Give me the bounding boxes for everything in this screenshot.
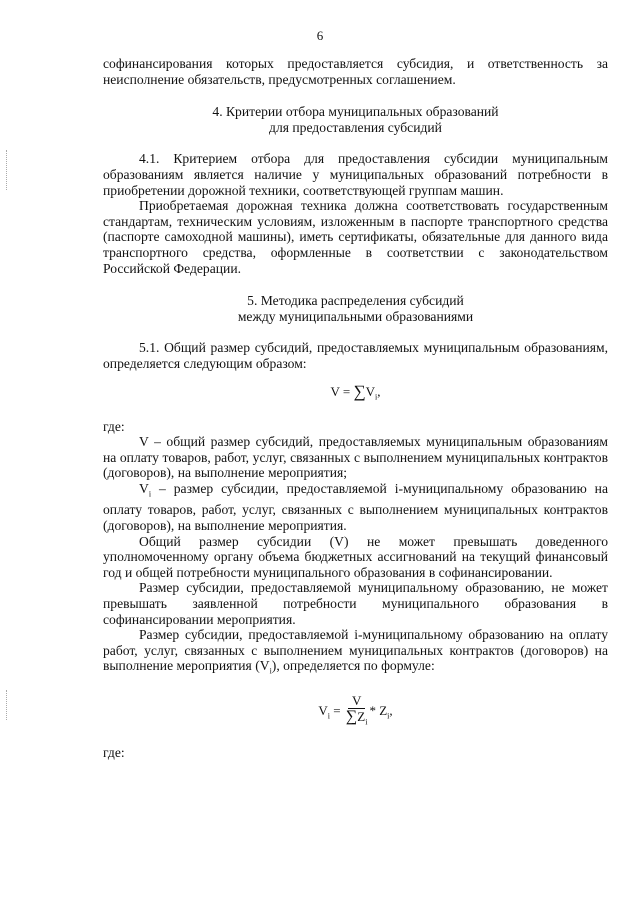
formula1-lhs: V xyxy=(330,383,340,399)
section-5-heading xyxy=(103,293,608,324)
formula2-numerator: V xyxy=(348,694,365,709)
formula1-sum-sign: ∑ xyxy=(353,381,366,401)
limit-paragraph-1: Общий размер субсидии (V) не может превышать доведенного уполномоченному органу объема бюджетных ассигнований на текущий финансовый год и общей потребности муниципального образования в софинансировании. xyxy=(103,533,608,580)
formula1-term: V xyxy=(365,383,376,399)
formula-individual-subsidy xyxy=(103,694,608,730)
formula2-denominator xyxy=(346,709,368,730)
formula2-den-term: Z xyxy=(357,708,366,724)
formula2-lhs: V xyxy=(318,702,328,718)
where-label-1: где: xyxy=(103,418,125,434)
formula1-term-sub: i xyxy=(375,392,378,402)
formula-total-subsidy xyxy=(103,381,608,405)
section-5-paragraph-1: 5.1. Общий размер субсидий, предоставляемых муниципальным образованиям, определяется следующим образом: xyxy=(103,340,608,371)
formula2-fraction xyxy=(346,694,368,730)
page-number: 6 xyxy=(316,28,324,43)
scan-margin-mark-top xyxy=(6,150,9,190)
formula2-lhs-sub: i xyxy=(327,711,330,720)
formula1-eq: = xyxy=(342,383,351,399)
formula-intro-paragraph xyxy=(103,627,608,680)
formula2-eq: = xyxy=(333,702,341,718)
formula2-den-sub: i xyxy=(365,717,368,727)
document-body xyxy=(103,56,608,761)
formula2-end: , xyxy=(389,702,393,718)
scan-margin-mark-bottom xyxy=(6,690,9,720)
section-4-heading xyxy=(103,104,608,135)
formula-intro-sub: i xyxy=(269,667,272,677)
definition-vi-sub: i xyxy=(148,489,152,499)
section-5-title-line2: между муниципальными образованиями xyxy=(237,308,474,324)
section-4-paragraph-2: Приобретаемая дорожная техника должна соответствовать государственным стандартам, техническим условиям, изложенным в паспорте транспортного средства (паспорте самоходной машины), иметь сертификаты, обязательные для данного вида транспортного средства, оформленные в соответствии с законодательством Российской Федерации. xyxy=(103,198,608,276)
section-4-title-line1: 4. Критерии отбора муниципальных образований xyxy=(212,104,499,120)
section-4-paragraph-1: 4.1. Критерием отбора для предоставления субсидии муниципальным образованиям является наличие у муниципальных образований потребности в приобретении дорожной техники, соответствующей группам машин. xyxy=(103,151,608,198)
definition-vi-text: – размер субсидии, предоставляемой i-муниципальному образованию на оплату товаров, работ, услуг, связанных с выполнением муниципальных контрактов (договоров), на выполнение мероприятия. xyxy=(103,481,608,533)
formula2-mult: * Z xyxy=(369,702,388,718)
definition-v: V – общий размер субсидий, предоставляемых муниципальным образованиям на оплату товаров, работ, услуг, связанных с выполнением муниципальных контрактов (договоров), на выполнение мероприятия; xyxy=(103,434,608,481)
formula-intro-text-a: Размер субсидии, предоставляемой i-муниципальному образованию на оплату работ, услуг, связанных с выполнением муниципальных контрактов (договоров) на выполнение мероприятия (V xyxy=(103,627,608,674)
definition-vi-symbol: V xyxy=(139,481,149,497)
formula2-mult-sub: i xyxy=(387,711,390,720)
section-4-title-line2: для предоставления субсидий xyxy=(269,119,442,135)
section-5-title-line1: 5. Методика распределения субсидий xyxy=(247,293,464,309)
limit-paragraph-2: Размер субсидии, предоставляемой муниципальному образованию, не может превышать заявленной потребности муниципального образования в софинансировании мероприятия. xyxy=(103,580,608,627)
formula-intro-text-b: ), определяется по формуле: xyxy=(271,658,435,674)
intro-paragraph: софинансирования которых предоставляется субсидия, и ответственность за неисполнение обязательств, предусмотренных соглашением. xyxy=(103,56,608,87)
definition-vi xyxy=(103,481,608,534)
where-label-2: где: xyxy=(103,745,125,761)
formula2-den-sum: ∑ xyxy=(345,707,358,725)
formula1-end: , xyxy=(377,383,381,399)
